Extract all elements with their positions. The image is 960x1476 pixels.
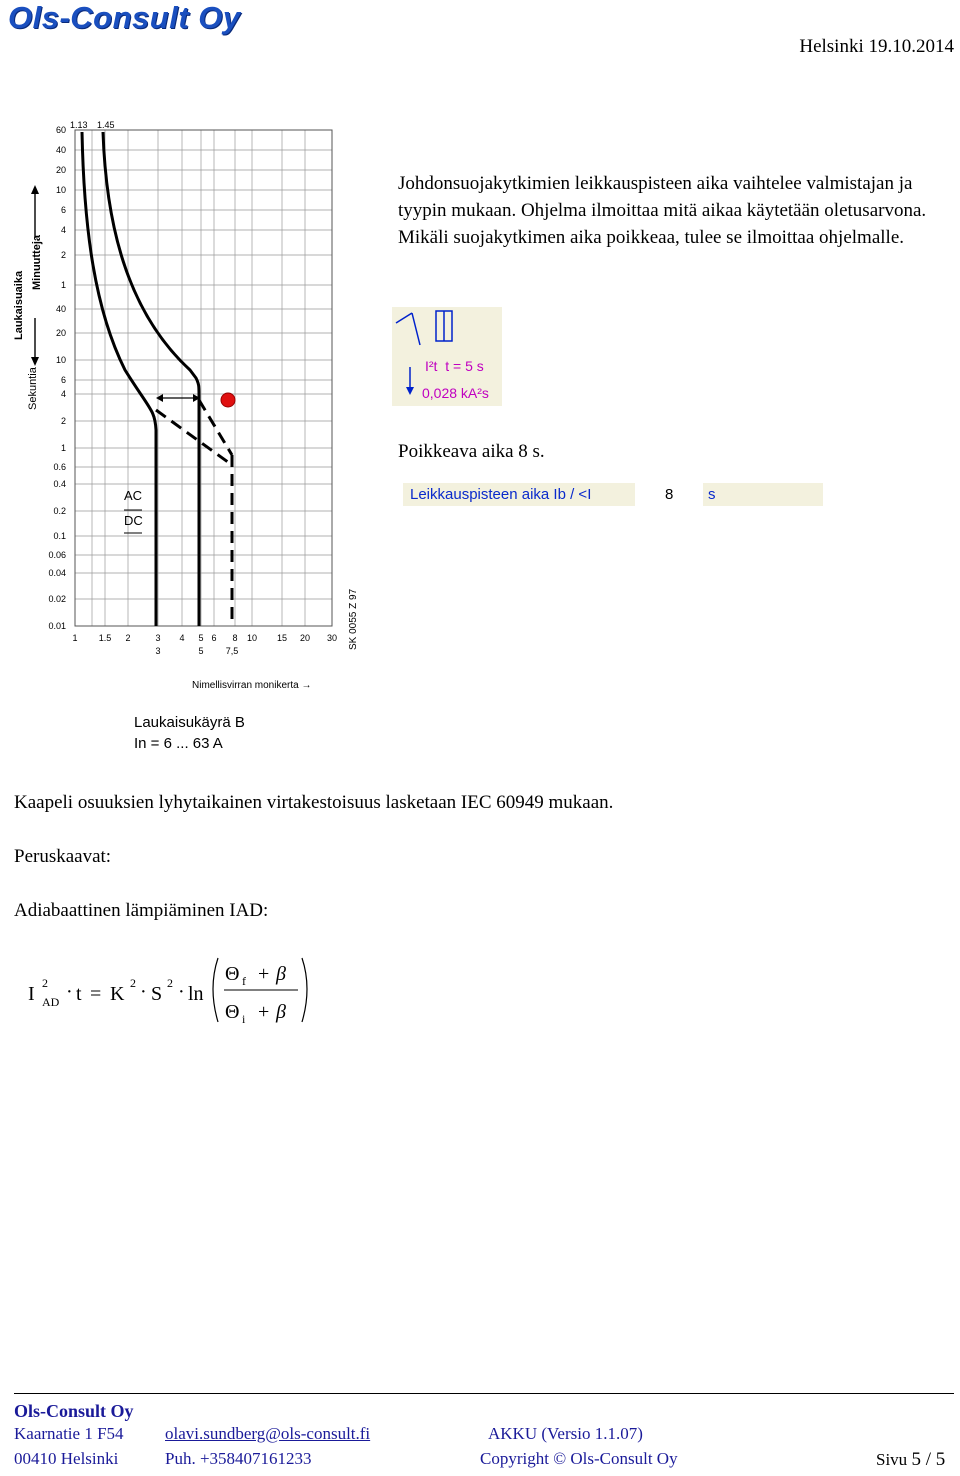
footer-phone: Puh. +358407161233 <box>165 1449 312 1468</box>
y-tick-seconds: 40 <box>55 304 66 314</box>
formula-S: S <box>151 983 163 1005</box>
y-tick-seconds: 0.6 <box>53 462 66 472</box>
i2t-label: I²t <box>425 358 438 374</box>
intro-paragraph: Johdonsuojakytkimien leikkauspisteen aika vaihtelee valmistajan ja tyypin mukaan. Ohjelma ilmoittaa mitä aikaa käytetään oletusarvona. Mikäli suojakytkimen aika poikkeaa, tulee se ilmoittaa ohjelmalle. <box>398 173 927 248</box>
footer-version: AKKU (Versio 1.1.07) <box>488 1424 643 1443</box>
formula-dot3: · <box>178 981 185 1003</box>
i2t-time: t = 5 s <box>445 358 484 374</box>
x-tick: 3 <box>155 633 161 643</box>
y-tick-seconds: 0.01 <box>48 621 66 631</box>
axis-laukaisuaika: Laukaisuaika <box>13 270 25 340</box>
y-tick-minutes: 2 <box>60 250 66 260</box>
y-tick-minutes: 10 <box>55 185 66 195</box>
x-tick: 5 <box>198 633 204 643</box>
kaapeli-text: Kaapeli osuuksien lyhytaikainen virtakestoisuus lasketaan IEC 60949 mukaan. <box>14 792 614 813</box>
x-tick: 6 <box>211 633 217 643</box>
y-tick-seconds: 0.06 <box>48 550 66 560</box>
y-tick-seconds: 2 <box>60 416 66 426</box>
formula-dot2: · <box>140 981 147 1003</box>
y-tick-minutes: 4 <box>60 225 66 235</box>
axis-sekuntia: Sekuntia <box>27 367 39 410</box>
deviation-text: Poikkeava aika 8 s. <box>398 441 545 462</box>
x-axis-label: Nimellisvirran monikerta → <box>192 680 312 691</box>
formula-I: I <box>28 983 35 1005</box>
y-tick-seconds: 10 <box>55 355 66 365</box>
formula-beta-i: β <box>276 1001 286 1023</box>
dc-label: DC <box>124 513 143 528</box>
footer-email-link[interactable]: olavi.sundberg@ols-consult.fi <box>165 1424 371 1443</box>
peruskaavat-heading: Peruskaavat: <box>14 846 112 867</box>
trip-marker <box>221 393 235 407</box>
formula-sup: 2 <box>42 976 48 990</box>
i2t-time-line <box>425 358 484 374</box>
y-tick-seconds: 20 <box>55 328 66 338</box>
y-tick-minutes: 40 <box>55 145 66 155</box>
y-tick-minutes: 6 <box>60 205 66 215</box>
curve-title: Laukaisukäyrä B <box>134 714 245 731</box>
footer-address1: Kaarnatie 1 F54 <box>14 1424 124 1443</box>
y-tick-seconds: 0.02 <box>48 594 66 604</box>
chart-code: SK 0055 Z 97 <box>348 588 359 650</box>
formula-sup-s: 2 <box>167 976 173 990</box>
x-tick: 1.5 <box>98 633 112 643</box>
x-tick-sub: 7,5 <box>225 646 239 656</box>
formula-dot: · <box>66 981 73 1003</box>
formula-eq: = <box>90 983 102 1005</box>
y-tick-minutes: 60 <box>55 125 66 135</box>
x-tick: 4 <box>179 633 185 643</box>
x-tick: 20 <box>299 633 311 643</box>
document-date: Helsinki 19.10.2014 <box>799 36 954 57</box>
x-tick: 30 <box>326 633 338 643</box>
x-tick-labels <box>72 633 337 656</box>
adiabatic-heading: Adiabaattinen lämpiäminen IAD: <box>14 900 269 921</box>
formula-beta-f: β <box>276 963 286 985</box>
y-tick-seconds: 0.04 <box>48 568 66 578</box>
x-tick-sub: 3 <box>155 646 161 656</box>
y-tick-labels <box>48 125 66 631</box>
footer-page-number: 5 / 5 <box>911 1449 946 1470</box>
formula-theta-f: Θ <box>225 963 240 985</box>
formula-K: K <box>110 983 125 1005</box>
footer-page <box>876 1449 945 1471</box>
y-tick-seconds: 6 <box>60 375 66 385</box>
top-tick: 1.45 <box>97 120 115 130</box>
cutoff-time-unit: s <box>703 483 823 506</box>
trip-curve-chart <box>0 110 380 770</box>
y-tick-seconds: 0.4 <box>53 479 66 489</box>
footer-copyright: Copyright © Ols-Consult Oy <box>480 1449 678 1468</box>
formula-plus-i: + <box>258 1001 270 1023</box>
formula-sub-f: f <box>242 974 246 988</box>
x-tick: 2 <box>125 633 131 643</box>
x-tick: 15 <box>276 633 288 643</box>
chart-grid <box>75 130 332 626</box>
trip-curves-dashed <box>156 400 232 626</box>
formula-theta-i: Θ <box>225 1001 240 1023</box>
x-tick-sub: 5 <box>198 646 204 656</box>
y-tick-seconds: 1 <box>60 443 66 453</box>
formula-plus-f: + <box>258 963 270 985</box>
x-tick: 10 <box>246 633 258 643</box>
footer-page-label: Sivu <box>876 1450 908 1469</box>
axis-minuutteja: Minuutteja <box>31 235 43 290</box>
cutoff-time-label: Leikkauspisteen aika Ib / <I <box>403 483 635 506</box>
cutoff-time-value[interactable]: 8 <box>665 486 674 503</box>
top-tick: 1.13 <box>70 120 88 130</box>
adiabatic-formula <box>20 950 340 1030</box>
footer-company: Ols-Consult Oy <box>14 1401 134 1421</box>
y-tick-seconds: 0.2 <box>53 506 66 516</box>
x-tick: 1 <box>72 633 78 643</box>
footer-address2: 00410 Helsinki <box>14 1449 119 1468</box>
y-tick-minutes: 1 <box>60 280 66 290</box>
y-tick-minutes: 20 <box>55 165 66 175</box>
trip-curves <box>82 132 199 626</box>
formula-sub: AD <box>42 995 60 1009</box>
x-tick: 8 <box>232 633 238 643</box>
i2t-value: 0,028 kA²s <box>422 385 489 401</box>
y-tick-seconds: 4 <box>60 389 66 399</box>
company-logo: Ols-Consult Oy <box>8 0 241 35</box>
y-tick-seconds: 0.1 <box>53 531 66 541</box>
formula-sup-k: 2 <box>130 976 136 990</box>
footer-divider <box>14 1393 954 1394</box>
chart-hgrid <box>75 130 332 626</box>
ac-label: AC <box>124 488 143 503</box>
formula-ln: ln <box>188 983 204 1005</box>
curve-range: In = 6 ... 63 A <box>134 735 223 752</box>
formula-sub-i: i <box>242 1012 246 1026</box>
formula-t: t <box>76 983 82 1005</box>
